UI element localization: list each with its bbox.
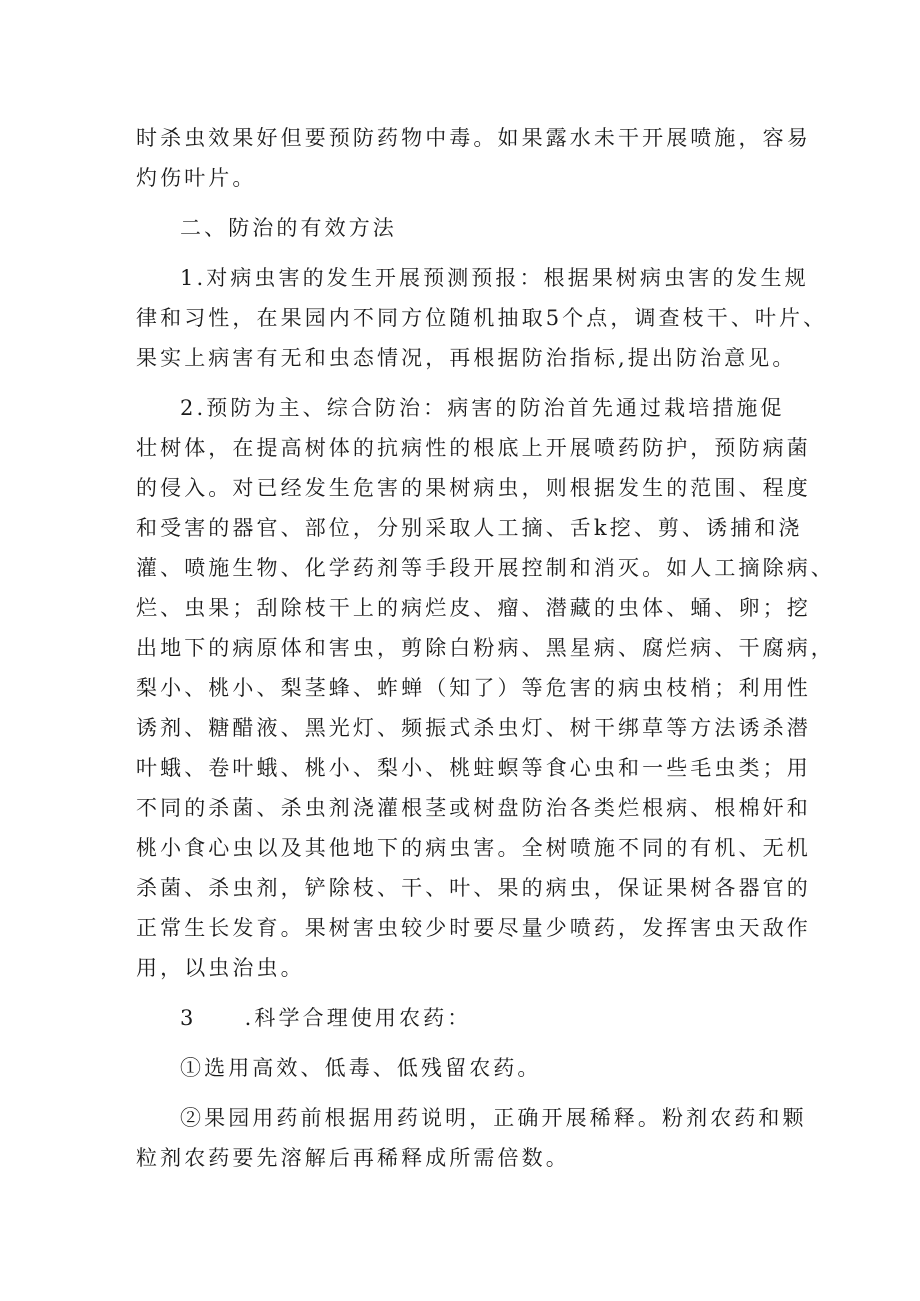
item-3-heading: 3 .科学合理使用农药： [180, 1006, 472, 1030]
text-line-16: 叶蛾、卷叶蛾、桃小、梨小、桃蛀螟等食心虫和一些毛虫类；用 [136, 756, 811, 780]
text-line-6: 果实上病害有无和虫态情况，再根据防治指标,提出防治意见。 [136, 346, 797, 370]
item-1-heading: 1.对病虫害的发生开展预测预报：根据果树病虫害的发生规 [180, 266, 809, 290]
text-line-20: 正常生长发育。果树害虫较少时要尽量少喷药，发挥害虫天敌作 [136, 916, 811, 940]
text-line-9: 的侵入。对已经发生危害的果树病虫，则根据发生的范围、程度 [136, 476, 811, 500]
text-line-2: 灼伤叶片。 [136, 166, 257, 190]
text-line-10: 和受害的器官、部位，分别采取人工摘、舌k挖、剪、诱捕和浇 [136, 516, 803, 540]
section-heading: 二、防治的有效方法 [180, 216, 397, 240]
text-line-15: 诱剂、糖醋液、黑光灯、频振式杀虫灯、树干绑草等方法诱杀潜 [136, 716, 811, 740]
text-line-13: 出地下的病原体和害虫，剪除白粉病、黑星病、腐烂病、干腐病， [136, 636, 835, 660]
subitem-2: ②果园用药前根据用药说明，正确开展稀释。粉剂农药和颗 [180, 1106, 807, 1130]
text-line-19: 杀菌、杀虫剂，铲除枝、干、叶、果的病虫，保证果树各器官的 [136, 876, 811, 900]
text-line-14: 梨小、桃小、梨茎蜂、蚱蝉（知了）等危害的病虫枝梢；利用性 [136, 676, 811, 700]
subitem-1: ①选用高效、低毒、低残留农药。 [180, 1056, 542, 1080]
text-line-18: 桃小食心虫以及其他地下的病虫害。全树喷施不同的有机、无机 [136, 836, 811, 860]
text-line-12: 烂、虫果；刮除枝干上的病烂皮、瘤、潜藏的虫体、蛹、卵；挖 [136, 596, 811, 620]
text-line-25: 粒剂农药要先溶解后再稀释成所需倍数。 [136, 1146, 570, 1170]
item-2-heading: 2.预防为主、综合防治：病害的防治首先通过栽培措施促 [180, 396, 785, 420]
text-line-11: 灌、喷施生物、化学药剂等手段开展控制和消灭。如人工摘除病、 [136, 556, 835, 580]
text-line-8: 壮树体，在提高树体的抗病性的根底上开展喷药防护，预防病菌 [136, 436, 811, 460]
text-line-17: 不同的杀菌、杀虫剂浇灌根茎或树盘防治各类烂根病、根棉奸和 [136, 796, 811, 820]
text-line-5: 律和习性，在果园内不同方位随机抽取5个点，调查枝干、叶片、 [136, 306, 828, 330]
text-line-21: 用，以虫治虫。 [136, 956, 305, 980]
text-line-1: 时杀虫效果好但要预防药物中毒。如果露水未干开展喷施，容易 [136, 126, 811, 150]
